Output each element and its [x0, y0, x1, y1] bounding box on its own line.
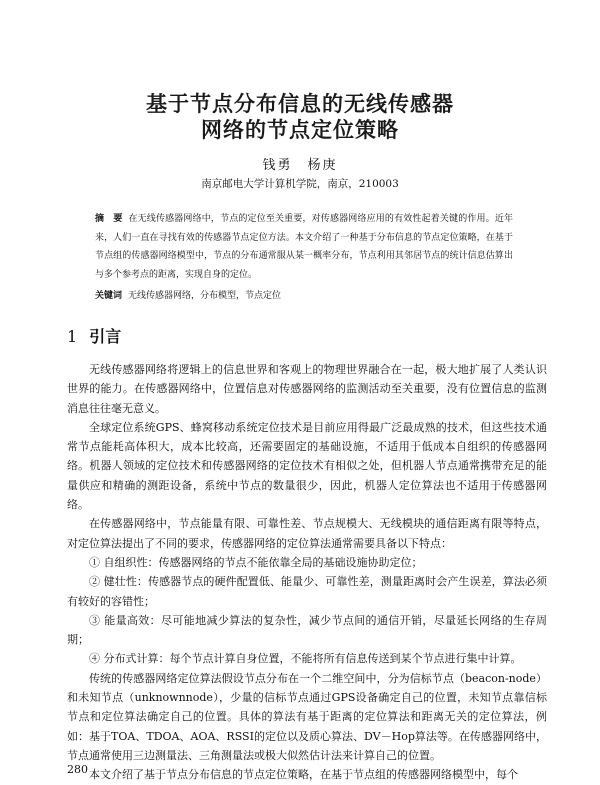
list-item: ④ 分布式计算：每个节点计算自身位置，不能将所有信息传送到某个节点进行集中计算。 — [89, 652, 522, 666]
abstract-label: 摘 要 — [95, 214, 123, 224]
body-text — [67, 360, 547, 785]
section-title: 引言 — [89, 327, 122, 346]
authors: 钱勇 杨庚 — [262, 158, 338, 173]
keywords — [95, 289, 513, 303]
list-item: ② 健壮性：传感器节点的硬件配置低、能量少、可靠性差，测量距离时会产生误差，算法必须有较好的容错性； — [67, 575, 547, 608]
paper-title-line-2: 网络的节点定位策略 — [201, 118, 399, 142]
paragraph: 全球定位系统GPS、蜂窝移动系统定位技术是目前应用得最广泛最成熟的技术，但这些技术通常节点能耗高体积大，成本比较高，还需要固定的基础设施，不适用于低成本自组织的传感器网络。机器人领域的定位技术和传感器网络的定位技术有相似之处，但机器人节点通常携带充足的能量供应和精确的测距设备，系统中节点的数量很少，因此，机器人定位算法也不适用于传感器网络。 — [67, 420, 547, 512]
affiliation: 南京邮电大学计算机学院，南京，210003 — [201, 178, 399, 190]
paper-title-line-1: 基于节点分布信息的无线传感器 — [146, 92, 454, 116]
paragraph: 传统的传感器网络定位算法假设节点分布在一个二维空间中，分为信标节点（beacon-node）和未知节点（unknownnode），少量的信标节点通过GPS设备确定自己的位置，未知节点靠信标节点和定位算法确定自己的位置。具体的算法有基于距离的定位算法和距离无关的定位算法，例如：基于TOA、TDOA、AOA、RSSI的定位以及质心算法、DV－Hop算法等。在传感器网络中，节点通常使用三边测量法、三角测量法或极大似然估计法来计算自己的位置。 — [67, 671, 547, 762]
list-item: ③ 能量高效：尽可能地减少算法的复杂性，减少节点间的通信开销，尽量延长网络的生存周期； — [67, 613, 547, 647]
abstract — [95, 210, 513, 284]
keywords-label: 关键词 — [95, 291, 123, 301]
section-heading — [67, 324, 121, 347]
list-item: ① 自组织性：传感器网络的节点不能依靠全局的基础设施协助定位； — [89, 555, 423, 569]
page-number: 280 — [67, 763, 88, 776]
paragraph: 本文介绍了基于节点分布信息的节点定位策略，在基于节点组的传感器网络模型中，每个 — [89, 768, 518, 782]
paragraph: 在传感器网络中，节点能量有限、可靠性差、节点规模大、无线模块的通信距离有限等特点，对定位算法提出了不同的要求，传感器网络的定位算法通常需要具备以下特点： — [67, 517, 547, 550]
section-number: 1 — [67, 327, 78, 346]
abstract-text: 在无线传感器网络中，节点的定位至关重要，对传感器网络应用的有效性起着关键的作用。近年来，人们一直在寻找有效的传感器节点定位方法。本文介绍了一种基于分布信息的节点定位策略，在基于节点组的传感器网络模型中，节点的分布通常服从某一概率分布，节点利用其邻居节点的统计信息估算出与多个参考点的距离，实现自身的定位。 — [95, 214, 513, 280]
keywords-text: 无线传感器网络，分布模型，节点定位 — [128, 291, 282, 301]
paragraph: 无线传感器网络将逻辑上的信息世界和客观上的物理世界融合在一起，极大地扩展了人类认识世界的能力。在传感器网络中，位置信息对传感器网络的监测活动至关重要，没有位置信息的监测消息往往毫无意义。 — [67, 363, 547, 415]
